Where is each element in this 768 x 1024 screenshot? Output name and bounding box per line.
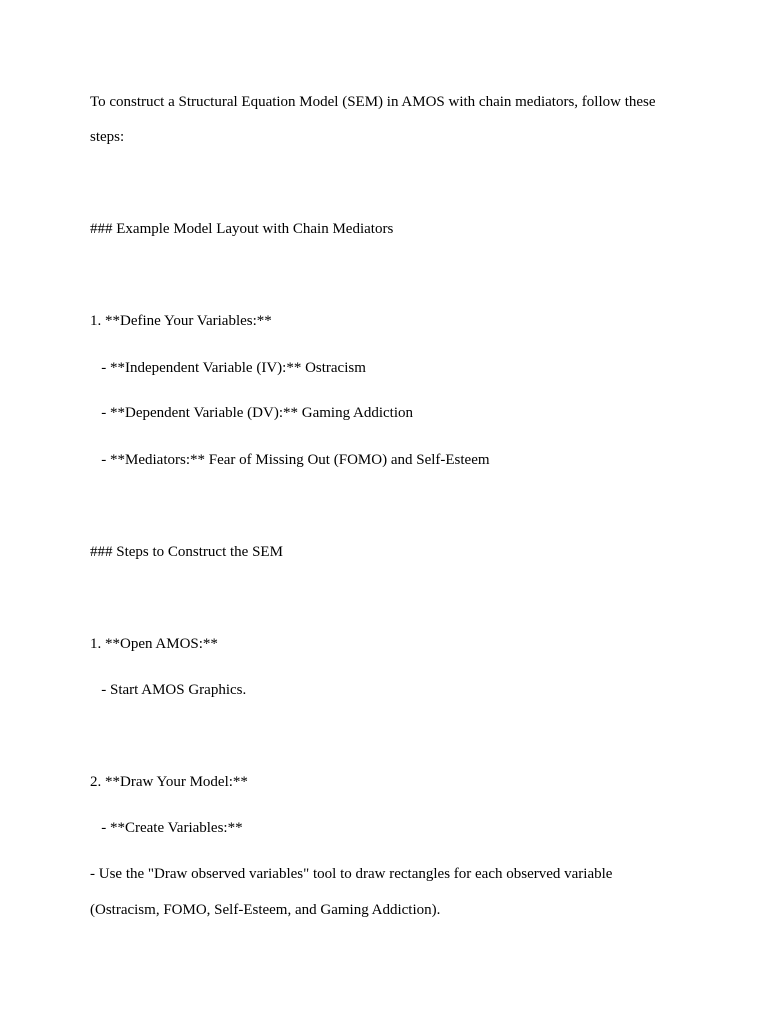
intro-paragraph: To construct a Structural Equation Model (SEM) in AMOS with chain mediators, follow these steps:: [90, 94, 656, 145]
step1-item: - Start AMOS Graphics.: [90, 682, 247, 698]
define-mediators-item: - **Mediators:** Fear of Missing Out (FOMO) and Self-Esteem: [90, 452, 490, 468]
step2-title: 2. **Draw Your Model:**: [90, 774, 248, 790]
define-dv-item: - **Dependent Variable (DV):** Gaming Addiction: [90, 405, 413, 421]
step2-detail-item: - Use the "Draw observed variables" tool to draw rectangles for each observed variable (Ostracism, FOMO, Self-Esteem, and Gaming Addiction).: [90, 866, 613, 918]
step2-sub-item: - **Create Variables:**: [90, 820, 243, 836]
step1-title: 1. **Open AMOS:**: [90, 636, 218, 652]
heading-example-model: ### Example Model Layout with Chain Mediators: [90, 221, 394, 237]
define-variables-title: 1. **Define Your Variables:**: [90, 313, 272, 329]
define-iv-item: - **Independent Variable (IV):** Ostracism: [90, 360, 366, 376]
heading-steps: ### Steps to Construct the SEM: [90, 544, 283, 560]
